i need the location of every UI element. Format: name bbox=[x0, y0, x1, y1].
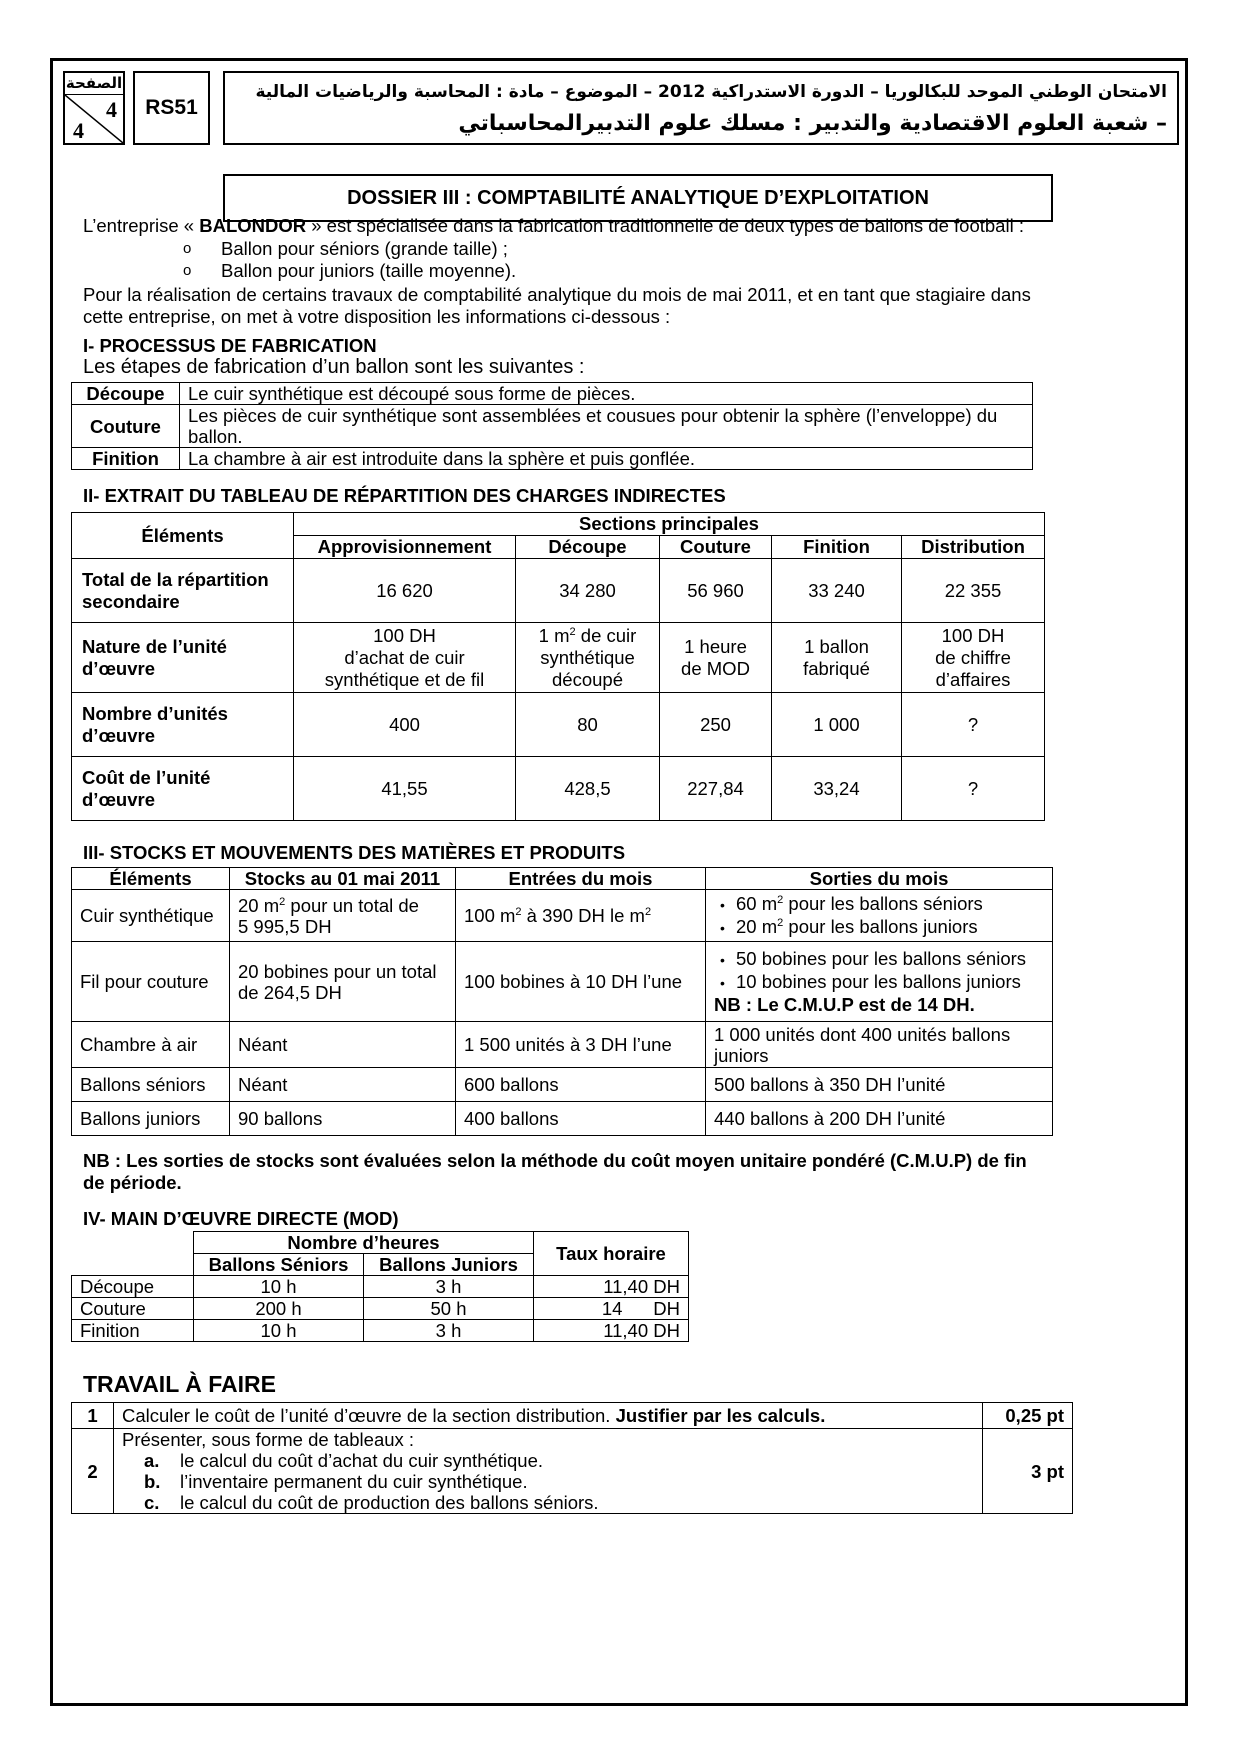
table-cell: 11,40 DH bbox=[534, 1276, 689, 1298]
col-group-sections: Sections principales bbox=[294, 513, 1045, 536]
dossier-title: DOSSIER III : COMPTABILITÉ ANALYTIQUE D’EXPLOITATION bbox=[223, 174, 1053, 222]
row-label: Nombre d’unités bbox=[82, 702, 228, 724]
stocks-nb bbox=[83, 1150, 1027, 1194]
section-2-title: II- EXTRAIT DU TABLEAU DE RÉPARTITION DES CHARGES INDIRECTES bbox=[83, 485, 726, 506]
sub-letter: a. bbox=[144, 1450, 160, 1471]
page-label: الصفحة bbox=[65, 73, 123, 95]
col-group-hours: Nombre d’heures bbox=[194, 1232, 534, 1254]
intro-p2-line-2: cette entreprise, on met à votre disposition les informations ci-dessous : bbox=[83, 306, 671, 327]
empty-corner bbox=[72, 1232, 194, 1276]
col-elements: Éléments bbox=[72, 513, 294, 559]
list-item bbox=[720, 916, 1044, 939]
sorties-list bbox=[714, 893, 1044, 939]
cell-line: de MOD bbox=[681, 657, 750, 679]
cell-text: 20 m bbox=[238, 894, 280, 916]
table-cell: 600 ballons bbox=[456, 1068, 706, 1102]
row-label: secondaire bbox=[82, 590, 180, 612]
table-cell bbox=[660, 623, 772, 693]
cell-text: 20 m bbox=[736, 915, 778, 937]
table-cell bbox=[230, 890, 456, 942]
row-header bbox=[72, 559, 294, 623]
cell-line: 5 995,5 DH bbox=[238, 915, 332, 937]
table-row bbox=[72, 1022, 1053, 1068]
superscript: 2 bbox=[279, 895, 286, 908]
table-header-row bbox=[72, 1232, 689, 1254]
list-item bbox=[720, 893, 1044, 916]
cell-line: 1 ballon bbox=[804, 635, 869, 657]
table-cell bbox=[706, 1022, 1053, 1068]
table-cell bbox=[516, 623, 660, 693]
sub-item bbox=[122, 1450, 974, 1471]
step-cell: Découpe bbox=[72, 383, 180, 405]
table-row bbox=[72, 890, 1053, 942]
table-cell: ? bbox=[902, 757, 1045, 821]
table-row bbox=[72, 448, 1033, 470]
table-cell bbox=[902, 623, 1045, 693]
table-cell bbox=[456, 890, 706, 942]
table-cell: 22 355 bbox=[902, 559, 1045, 623]
row-label: Découpe bbox=[72, 1276, 194, 1298]
sub-letter: c. bbox=[144, 1492, 160, 1513]
table-cell bbox=[230, 942, 456, 1022]
table-row bbox=[72, 559, 1045, 623]
row-label: Total de la répartition bbox=[82, 568, 269, 590]
nb-line: de période. bbox=[83, 1172, 182, 1193]
table-cell: 11,40 DH bbox=[534, 1320, 689, 1342]
row-header bbox=[72, 693, 294, 757]
table-cell: 500 ballons à 350 DH l’unité bbox=[706, 1068, 1053, 1102]
question-text-bold: Justifier par les calculs. bbox=[615, 1405, 826, 1426]
intro-p2-line-1: Pour la réalisation de certains travaux de comptabilité analytique du mois de mai 2011, et en tant que stagiaire dans bbox=[83, 284, 1031, 305]
cell-line: 100 DH bbox=[373, 624, 436, 646]
table-cell: 10 h bbox=[194, 1276, 364, 1298]
fil-nb: NB : Le C.M.U.P est de 14 DH. bbox=[714, 994, 975, 1015]
page-number-box bbox=[63, 71, 125, 145]
bullet-text: Ballon pour juniors (taille moyenne). bbox=[221, 260, 517, 281]
bullet-marker: o bbox=[183, 240, 192, 257]
col-header: Découpe bbox=[516, 536, 660, 559]
cell-line: synthétique bbox=[540, 646, 635, 668]
mod-table bbox=[71, 1231, 689, 1342]
table-row bbox=[72, 942, 1053, 1022]
row-label: Couture bbox=[72, 1298, 194, 1320]
col-header: Approvisionnement bbox=[294, 536, 516, 559]
intro-text-before: L’entreprise « bbox=[83, 215, 200, 236]
table-cell bbox=[706, 890, 1053, 942]
cell-line: de chiffre bbox=[935, 646, 1011, 668]
cell-text: pour les ballons séniors bbox=[783, 892, 983, 914]
row-label: d’œuvre bbox=[82, 788, 155, 810]
table-cell: 440 ballons à 200 DH l’unité bbox=[706, 1102, 1053, 1136]
question-text-plain: Calculer le coût de l’unité d’œuvre de la section distribution. bbox=[122, 1405, 616, 1426]
process-table bbox=[71, 382, 1033, 470]
row-label: d’œuvre bbox=[82, 724, 155, 746]
question-points: 3 pt bbox=[983, 1429, 1073, 1514]
table-row bbox=[72, 1320, 689, 1342]
table-row bbox=[72, 1429, 1073, 1514]
row-label: Finition bbox=[72, 1320, 194, 1342]
sub-text: le calcul du coût d’achat du cuir synthétique. bbox=[180, 1450, 544, 1471]
table-cell: 100 bobines à 10 DH l’une bbox=[456, 942, 706, 1022]
col-taux: Taux horaire bbox=[534, 1232, 689, 1276]
row-label: Nature de l’unité bbox=[82, 635, 227, 657]
exam-header bbox=[223, 71, 1179, 145]
cell-line: 20 bobines pour un total bbox=[238, 960, 437, 982]
col-header: Sorties du mois bbox=[706, 868, 1053, 890]
table-cell: 227,84 bbox=[660, 757, 772, 821]
page-total: 4 bbox=[73, 118, 84, 143]
col-header: Couture bbox=[660, 536, 772, 559]
desc-cell bbox=[180, 405, 1033, 448]
table-row bbox=[72, 1276, 689, 1298]
superscript: 2 bbox=[644, 905, 652, 918]
intro-paragraph-1 bbox=[83, 215, 1024, 237]
question-points: 0,25 pt bbox=[983, 1403, 1073, 1429]
questions-table bbox=[71, 1402, 1073, 1514]
sorties-list bbox=[714, 948, 1044, 994]
cell-text: de cuir bbox=[575, 624, 637, 646]
col-header: Entrées du mois bbox=[456, 868, 706, 890]
exam-code: RS51 bbox=[133, 71, 210, 145]
header-line-1: الامتحان الوطني الموحد للبكالوريا – الدورة الاستدراكية 2012 – الموضوع – مادة : المحاسبة والرياضيات المالية bbox=[255, 82, 1167, 102]
cell-line bbox=[520, 625, 655, 647]
table-cell: 400 ballons bbox=[456, 1102, 706, 1136]
section-1-title: I- PROCESSUS DE FABRICATION bbox=[83, 335, 377, 356]
table-row bbox=[72, 1102, 1053, 1136]
table-header-row bbox=[72, 513, 1045, 536]
table-header-row bbox=[72, 868, 1053, 890]
bullet-text: Ballon pour séniors (grande taille) ; bbox=[221, 238, 508, 259]
table-cell: 50 h bbox=[364, 1298, 534, 1320]
cell-line bbox=[238, 895, 447, 916]
table-cell bbox=[706, 942, 1053, 1022]
cell-line: synthétique et de fil bbox=[324, 668, 485, 690]
company-name: BALONDOR bbox=[199, 215, 307, 236]
page-frame bbox=[50, 58, 1188, 1706]
table-cell: 400 bbox=[294, 693, 516, 757]
table-cell: 1 000 bbox=[772, 693, 902, 757]
bullet-marker: o bbox=[183, 262, 192, 279]
cell-line: d’affaires bbox=[935, 668, 1011, 690]
nb-line: NB : Les sorties de stocks sont évaluées selon la méthode du coût moyen unitaire pondéré (C.M.U.P) de fin bbox=[83, 1150, 1027, 1171]
question-number: 2 bbox=[72, 1429, 114, 1514]
col-juniors: Ballons Juniors bbox=[364, 1254, 534, 1276]
superscript: 2 bbox=[777, 916, 784, 929]
table-cell: 3 h bbox=[364, 1320, 534, 1342]
table-cell: 56 960 bbox=[660, 559, 772, 623]
cell-line: fabriqué bbox=[803, 657, 870, 679]
cell-line: 1 heure bbox=[684, 635, 747, 657]
cell-text: pour un total de bbox=[285, 894, 419, 916]
cell-line: de 264,5 DH bbox=[238, 981, 342, 1003]
table-cell: 3 h bbox=[364, 1276, 534, 1298]
cell-line: 100 DH bbox=[941, 624, 1005, 646]
table-row bbox=[72, 623, 1045, 693]
table-cell: Néant bbox=[230, 1068, 456, 1102]
cell-line: découpé bbox=[552, 668, 623, 690]
intro-paragraph-2 bbox=[83, 284, 1031, 328]
superscript: 2 bbox=[569, 625, 576, 638]
row-header bbox=[72, 623, 294, 693]
list-item: • 50 bobines pour les ballons séniors bbox=[720, 948, 1044, 971]
table-row bbox=[72, 383, 1033, 405]
row-label: Cuir synthétique bbox=[72, 890, 230, 942]
table-cell: 33 240 bbox=[772, 559, 902, 623]
page-current: 4 bbox=[106, 97, 117, 122]
cell-line: 1 000 unités dont 400 unités ballons bbox=[714, 1023, 1011, 1045]
question-intro: Présenter, sous forme de tableaux : bbox=[122, 1429, 415, 1450]
question-text bbox=[114, 1429, 983, 1514]
cell-text: à 390 DH le m bbox=[521, 905, 645, 926]
col-header: Éléments bbox=[72, 868, 230, 890]
row-label: Ballons séniors bbox=[72, 1068, 230, 1102]
table-cell: 10 h bbox=[194, 1320, 364, 1342]
row-label: Fil pour couture bbox=[72, 942, 230, 1022]
section-3-title: III- STOCKS ET MOUVEMENTS DES MATIÈRES ET PRODUITS bbox=[83, 842, 626, 863]
cell-line: d’achat de cuir bbox=[344, 646, 465, 668]
row-header bbox=[72, 757, 294, 821]
table-cell: 34 280 bbox=[516, 559, 660, 623]
col-seniors: Ballons Séniors bbox=[194, 1254, 364, 1276]
cell-text: 60 m bbox=[736, 892, 778, 914]
table-cell: 90 ballons bbox=[230, 1102, 456, 1136]
sub-item bbox=[122, 1492, 974, 1513]
table-cell: 41,55 bbox=[294, 757, 516, 821]
superscript: 2 bbox=[515, 905, 522, 918]
row-label: Ballons juniors bbox=[72, 1102, 230, 1136]
table-cell: 1 500 unités à 3 DH l’une bbox=[456, 1022, 706, 1068]
desc-cell: Le cuir synthétique est découpé sous forme de pièces. bbox=[180, 383, 1033, 405]
table-row bbox=[72, 1403, 1073, 1429]
cell-line: juniors bbox=[714, 1044, 769, 1066]
list-item bbox=[183, 238, 783, 260]
desc-line: ballon. bbox=[188, 426, 243, 447]
table-row bbox=[72, 1068, 1053, 1102]
table-cell bbox=[772, 623, 902, 693]
list-item bbox=[183, 260, 783, 282]
table-cell: 16 620 bbox=[294, 559, 516, 623]
superscript: 2 bbox=[777, 893, 784, 906]
row-label: d’œuvre bbox=[82, 657, 155, 679]
table-cell: 250 bbox=[660, 693, 772, 757]
table-cell: 80 bbox=[516, 693, 660, 757]
travail-title: TRAVAIL À FAIRE bbox=[83, 1371, 276, 1397]
step-cell: Finition bbox=[72, 448, 180, 470]
sub-text: l’inventaire permanent du cuir synthétique. bbox=[180, 1471, 528, 1492]
cell-text: pour les ballons juniors bbox=[783, 915, 978, 937]
charges-table bbox=[71, 512, 1045, 821]
col-header: Stocks au 01 mai 2011 bbox=[230, 868, 456, 890]
table-row bbox=[72, 757, 1045, 821]
step-cell: Couture bbox=[72, 405, 180, 448]
section-4-title: IV- MAIN D’ŒUVRE DIRECTE (MOD) bbox=[83, 1208, 399, 1229]
question-number: 1 bbox=[72, 1403, 114, 1429]
table-cell: 33,24 bbox=[772, 757, 902, 821]
table-row bbox=[72, 693, 1045, 757]
table-cell: ? bbox=[902, 693, 1045, 757]
row-label: Coût de l’unité bbox=[82, 766, 211, 788]
table-row bbox=[72, 1298, 689, 1320]
table-cell: 428,5 bbox=[516, 757, 660, 821]
cell-text: 100 m bbox=[464, 905, 516, 926]
row-label: Chambre à air bbox=[72, 1022, 230, 1068]
col-header: Distribution bbox=[902, 536, 1045, 559]
sub-letter: b. bbox=[144, 1471, 161, 1492]
section-1-subtitle: Les étapes de fabrication d’un ballon sont les suivantes : bbox=[83, 356, 585, 378]
table-row bbox=[72, 405, 1033, 448]
sub-item bbox=[122, 1471, 974, 1492]
desc-cell: La chambre à air est introduite dans la sphère et puis gonflée. bbox=[180, 448, 1033, 470]
stocks-table bbox=[71, 867, 1053, 1136]
header-line-2: – شعبة العلوم الاقتصادية والتدبير : مسلك علوم التدبيرالمحاسباتي bbox=[458, 111, 1167, 136]
table-cell: 14 DH bbox=[534, 1298, 689, 1320]
col-header: Finition bbox=[772, 536, 902, 559]
sub-text: le calcul du coût de production des ballons séniors. bbox=[180, 1492, 599, 1513]
cell-text: 1 m bbox=[538, 624, 570, 646]
list-item: • 10 bobines pour les ballons juniors bbox=[720, 971, 1044, 994]
question-text bbox=[114, 1403, 983, 1429]
table-cell: 200 h bbox=[194, 1298, 364, 1320]
table-cell bbox=[294, 623, 516, 693]
table-cell: Néant bbox=[230, 1022, 456, 1068]
intro-text-after: » est spécialisée dans la fabrication traditionnelle de deux types de ballons de football : bbox=[306, 215, 1024, 236]
desc-line: Les pièces de cuir synthétique sont assemblées et cousues pour obtenir la sphère (l’enveloppe) du bbox=[188, 405, 998, 426]
